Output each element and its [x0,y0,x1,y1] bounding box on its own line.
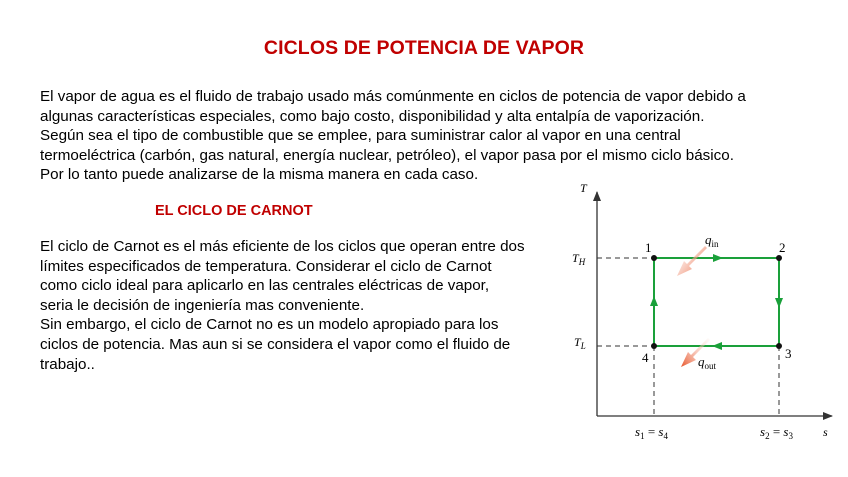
carnot-cycle [654,258,779,346]
state-3-label: 3 [785,346,792,361]
tl-label: $T_L$ [574,335,586,351]
s14-label: $s_1 = s_4$ [635,424,668,441]
carnot-line: El ciclo de Carnot es el más eficiente de los ciclos que operan entre dos [40,238,525,255]
carnot-line: Sin embargo, el ciclo de Carnot no es un modelo apropiado para los [40,316,499,334]
intro-line: Por lo tanto puede analizarse de la misma manera en cada caso. [40,166,479,184]
cycle-arrowheads [650,254,783,350]
carnot-line: seria le decisión de ingeniería mas conveniente. [40,296,365,314]
th-label: $T_H$ [572,251,586,267]
qout-label: $q_{out}$ [698,354,717,371]
x-axis-label: s [823,425,828,439]
state-1-label: 1 [645,240,652,255]
qin-label: $q_{in}$ [705,232,719,249]
page-title: CICLOS DE POTENCIA DE VAPOR [263,37,585,59]
intro-line: Según sea el tipo de combustible que se emplee, para suministrar calor al vapor en una central [40,127,681,145]
guide-lines [597,258,779,416]
intro-line: El vapor de agua es el fluido de trabajo usado más comúnmente en ciclos de potencia de vapor debido a [40,88,746,105]
state-points [651,255,782,349]
intro-line: algunas características especiales, como bajo costo, disponibilidad y alta entalpía de vaporización. [40,107,705,125]
y-axis-label: T [580,181,587,195]
carnot-line: como ciclo ideal para aplicarlo en las centrales eléctricas de vapor, [40,277,490,295]
carnot-line: trabajo.. [40,355,95,373]
state-4-label: 4 [642,350,649,365]
carnot-line: límites especificados de temperatura. Considerar el ciclo de Carnot [40,257,492,275]
s23-label: $s_2 = s_3$ [760,424,793,441]
carnot-line: ciclos de potencia. Mas aun si se considera el vapor como el fluido de [40,335,511,353]
section-subtitle: EL CICLO DE CARNOT [155,203,313,219]
state-2-label: 2 [779,240,786,255]
intro-line: termoeléctrica (carbón, gas natural, energía nuclear, petróleo), el vapor pasa por el mismo ciclo básico. [40,146,734,164]
